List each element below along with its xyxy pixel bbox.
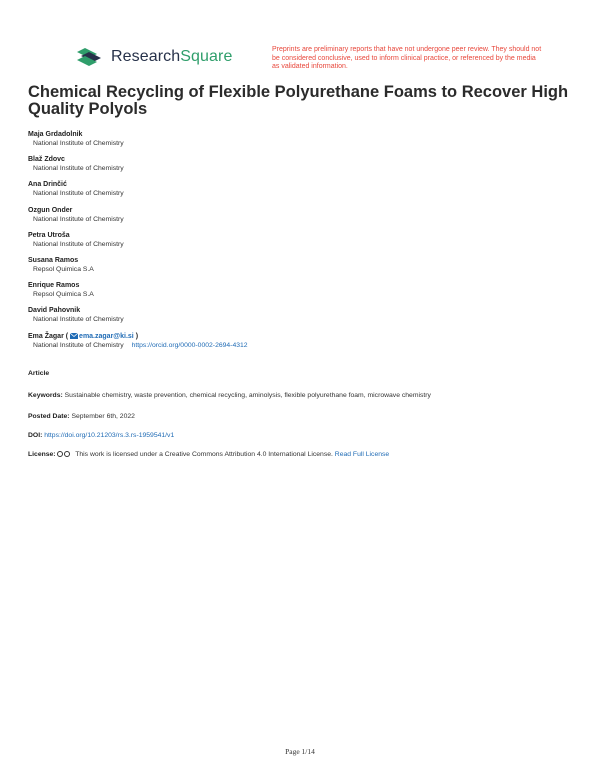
author-name: Petra Utroša <box>28 231 70 239</box>
author-email: ema.zagar@ki.si <box>79 332 134 340</box>
mail-icon <box>70 333 78 339</box>
author-affiliation <box>28 341 568 351</box>
keywords-value: Sustainable chemistry, waste prevention, chemical recycling, aminolysis, flexible polyurethane foam, microwave chemistry <box>64 392 431 399</box>
read-full-license-link[interactable]: Read Full License <box>334 451 390 458</box>
author-entry <box>28 281 568 306</box>
author-affiliation: Repsol Quimica S.A <box>33 291 94 299</box>
license-line <box>28 451 389 458</box>
author-entry <box>28 306 568 331</box>
author-entry <box>28 130 568 155</box>
by-icon <box>64 451 70 457</box>
logo-word-research: Research <box>111 48 181 65</box>
logo-text <box>111 48 232 66</box>
logo-word-square: Square <box>180 48 233 65</box>
author-list <box>28 130 568 357</box>
author-entry <box>28 256 568 281</box>
article-type-label: Article <box>28 370 50 377</box>
license-label: License: <box>28 451 56 458</box>
author-name: Blaž Zdovc <box>28 156 65 164</box>
author-entry <box>28 231 568 256</box>
doi-line <box>28 432 174 439</box>
author-name: Maja Grdadolnik <box>28 131 83 138</box>
article-type <box>28 370 49 377</box>
research-square-logo[interactable] <box>75 46 232 68</box>
cc-icon <box>57 451 63 457</box>
author-entry-corresponding <box>28 332 568 357</box>
open-paren: ( <box>65 332 69 340</box>
author-affiliation: National Institute of Chemistry <box>33 316 124 324</box>
doi-link[interactable]: https://doi.org/10.21203/rs.3.rs-1959541/v1 <box>44 432 175 439</box>
author-entry <box>28 180 568 205</box>
author-affiliation-text: National Institute of Chemistry <box>33 341 124 349</box>
keywords-label: Keywords: <box>28 392 63 399</box>
author-affiliation: National Institute of Chemistry <box>33 215 124 223</box>
keywords-line <box>28 392 431 399</box>
preprint-notice: Preprints are preliminary reports that have not undergone peer review. They should not be considered conclusive, used to inform clinical practice, or referenced by the media as validated information. <box>272 46 542 71</box>
author-name: Susana Ramos <box>28 256 79 264</box>
research-square-logo-icon <box>75 46 103 68</box>
author-name: Ozgun Onder <box>28 206 73 214</box>
close-paren: ) <box>135 332 139 340</box>
author-name-text: Ema Žagar <box>28 332 64 340</box>
author-affiliation: National Institute of Chemistry <box>33 140 124 147</box>
author-name: Ana Drinčić <box>28 181 67 189</box>
author-affiliation: National Institute of Chemistry <box>33 240 124 248</box>
page-number: Page 1/14 <box>285 747 315 756</box>
cc-license-icons <box>57 451 70 457</box>
license-text: This work is licensed under a Creative Commons Attribution 4.0 International License. <box>75 451 333 458</box>
author-name: David Pahovnik <box>28 307 81 315</box>
author-affiliation: National Institute of Chemistry <box>33 190 124 198</box>
doi-label: DOI: <box>28 432 43 439</box>
posted-date-label: Posted Date: <box>28 413 70 420</box>
paper-title: Chemical Recycling of Flexible Polyurethane Foams to Recover High Quality Polyols <box>28 83 569 118</box>
author-entry <box>28 206 568 231</box>
author-name: Enrique Ramos <box>28 282 80 290</box>
author-affiliation: Repsol Quimica S.A <box>33 265 94 273</box>
posted-date-line <box>28 413 135 420</box>
author-entry <box>28 155 568 180</box>
author-email-link[interactable] <box>70 332 139 340</box>
author-affiliation: National Institute of Chemistry <box>33 165 124 173</box>
orcid-link[interactable]: https://orcid.org/0000-0002-2694-4312 <box>131 341 248 349</box>
posted-date-value: September 6th, 2022 <box>71 413 135 420</box>
author-name <box>28 332 568 341</box>
